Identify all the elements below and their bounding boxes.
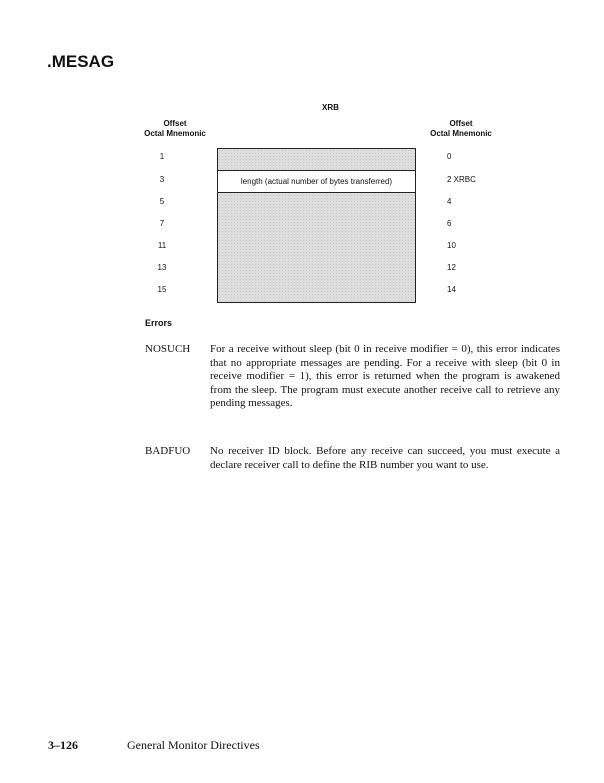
error-description: No receiver ID block. Before any receive can succeed, you must execute a declare receiver call to define the RIB number you want to use.: [210, 445, 560, 471]
page-number: 3–126: [48, 738, 78, 752]
left-offset: 5: [159, 197, 165, 206]
left-header-line2: Octal Mnemonic: [144, 129, 206, 138]
left-offset: 11: [157, 241, 167, 250]
left-offset: 3: [159, 175, 165, 184]
left-offset: 13: [157, 263, 167, 272]
left-header-line1: Offset: [163, 119, 187, 128]
right-offset: 0: [447, 152, 452, 161]
left-offset-header: [140, 119, 210, 139]
right-offset: 2 XRBC: [447, 175, 476, 184]
right-offset: 4: [447, 197, 452, 206]
right-header-line2: Octal Mnemonic: [430, 129, 492, 138]
right-offset: 12: [447, 263, 456, 272]
section-title: General Monitor Directives: [127, 738, 260, 752]
right-offset-header: [426, 119, 496, 139]
left-offset: 1: [159, 152, 165, 161]
right-offset: 6: [447, 219, 452, 228]
error-code: NOSUCH: [145, 343, 191, 355]
xrb-block-diagram: [217, 148, 416, 303]
left-offset: 7: [159, 219, 165, 228]
errors-heading: Errors: [145, 318, 173, 328]
page-title: .MESAG: [47, 52, 115, 71]
length-field: length (actual number of bytes transferred): [218, 170, 415, 193]
right-offset: 14: [447, 285, 456, 294]
error-description: For a receive without sleep (bit 0 in receive modifier = 0), this error indicates that no appropriate messages are pending. For a receive with sleep (bit 0 in receive modifier = 1), this error is returned when the program is awakened from the sleep. The program must execute another receive call to retrieve any pending messages.: [210, 343, 560, 410]
right-offset: 10: [447, 241, 456, 250]
diagram-caption: XRB: [322, 103, 339, 112]
error-code: BADFUO: [145, 445, 191, 457]
left-offset: 15: [157, 285, 167, 294]
right-header-line1: Offset: [449, 119, 473, 128]
